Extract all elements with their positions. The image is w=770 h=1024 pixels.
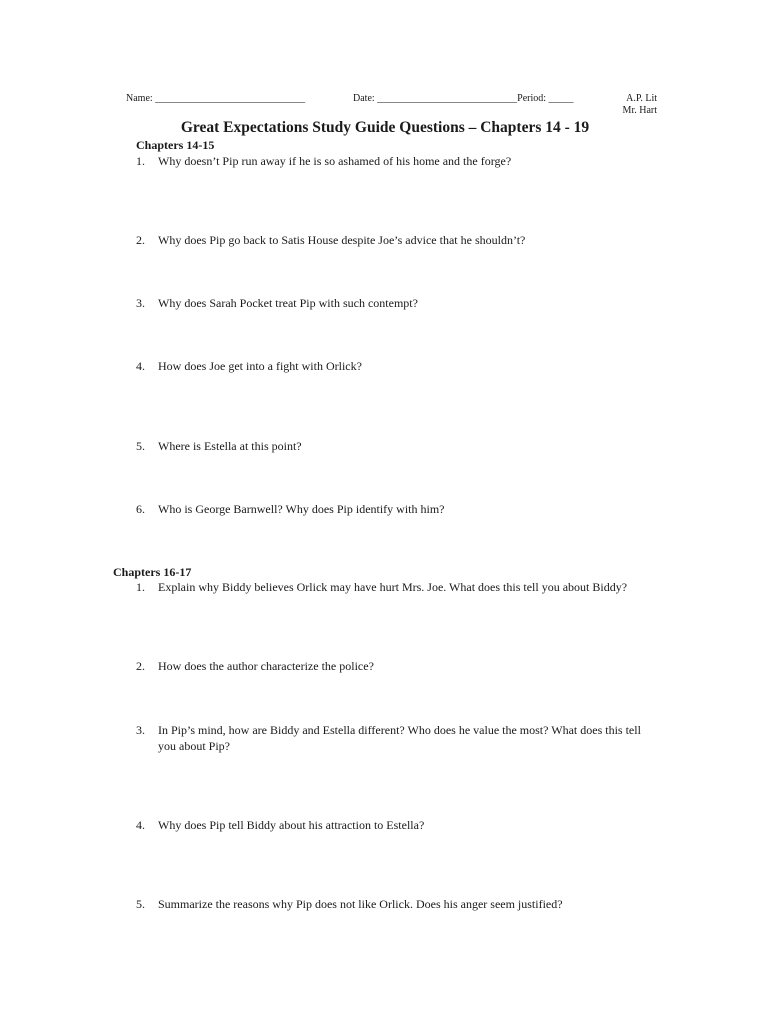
question-number: 4. xyxy=(136,818,145,832)
question-text: Who is George Barnwell? Why does Pip identify with him? xyxy=(158,502,445,516)
section-heading-chapters-14-15: Chapters 14-15 xyxy=(136,138,215,152)
question-item xyxy=(136,658,656,674)
course-name: A.P. Lit xyxy=(626,93,657,104)
question-item xyxy=(136,501,656,517)
question-text: Why does Pip tell Biddy about his attraction to Estella? xyxy=(158,818,425,832)
question-item xyxy=(136,232,656,248)
question-number: 5. xyxy=(136,897,145,911)
question-text: Why does Sarah Pocket treat Pip with such contempt? xyxy=(158,296,418,310)
question-number: 4. xyxy=(136,359,145,373)
course-info xyxy=(623,93,657,117)
teacher-name: Mr. Hart xyxy=(622,105,657,116)
question-text: How does Joe get into a fight with Orlick? xyxy=(158,359,362,373)
question-text: Where is Estella at this point? xyxy=(158,439,302,453)
question-number: 2. xyxy=(136,659,145,673)
question-number: 3. xyxy=(136,723,145,737)
question-text: How does the author characterize the police? xyxy=(158,659,374,673)
date-period-field: Date: ____________________________Period: _____ xyxy=(353,93,574,104)
question-number: 1. xyxy=(136,580,145,594)
question-item xyxy=(136,153,656,169)
question-item xyxy=(136,358,656,374)
question-text: Explain why Biddy believes Orlick may have hurt Mrs. Joe. What does this tell you about Biddy? xyxy=(158,580,628,594)
page-title: Great Expectations Study Guide Questions – Chapters 14 - 19 xyxy=(180,119,590,136)
question-number: 6. xyxy=(136,502,145,516)
question-number: 1. xyxy=(136,154,145,168)
question-item xyxy=(136,722,656,754)
question-text: In Pip’s mind, how are Biddy and Estella different? Who does he value the most? What does this tell you about Pip? xyxy=(158,723,641,753)
question-text: Why does Pip go back to Satis House despite Joe’s advice that he shouldn’t? xyxy=(158,233,526,247)
question-number: 2. xyxy=(136,233,145,247)
name-field: Name: ______________________________ xyxy=(126,93,306,104)
question-text: Why doesn’t Pip run away if he is so ashamed of his home and the forge? xyxy=(158,154,512,168)
question-item xyxy=(136,438,656,454)
question-number: 5. xyxy=(136,439,145,453)
question-number: 3. xyxy=(136,296,145,310)
question-item xyxy=(136,896,656,912)
question-text: Summarize the reasons why Pip does not like Orlick. Does his anger seem justified? xyxy=(158,897,563,911)
question-item xyxy=(136,295,656,311)
question-item xyxy=(136,817,656,833)
question-item xyxy=(136,579,656,595)
section-heading-chapters-16-17: Chapters 16-17 xyxy=(113,565,192,579)
